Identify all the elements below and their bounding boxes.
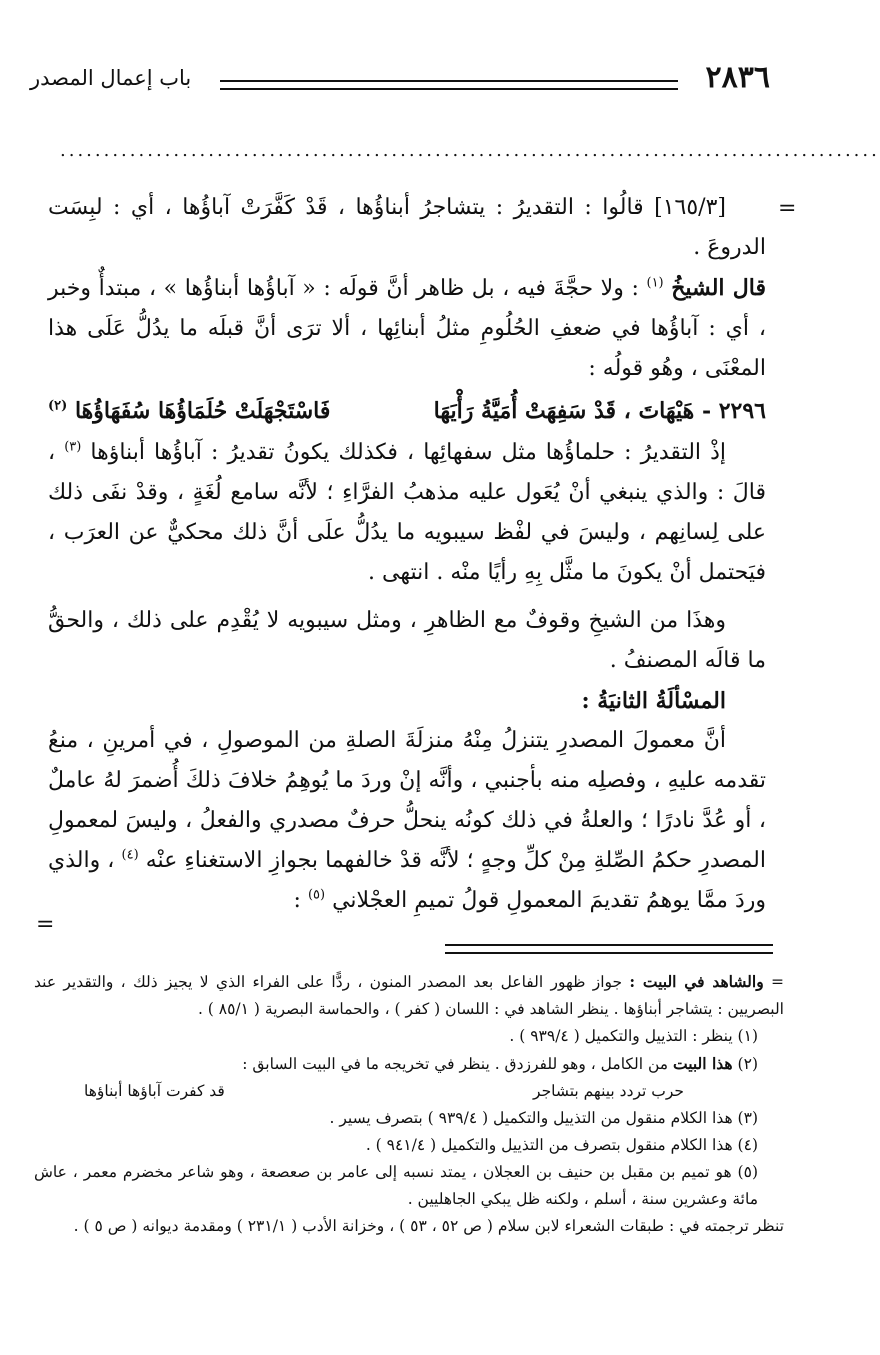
sheikh-label: قال الشيخُ: [671, 275, 766, 301]
footnote-3: (٣) هذا الكلام منقول من التذييل والتكميل ( ٩٣٩/٤ ) بتصرف يسير .: [329, 1109, 758, 1127]
header-double-rule: [220, 80, 678, 90]
dotted-separator: ..............................................................................................: [60, 140, 880, 161]
footnote-ref: (٢): [48, 398, 68, 414]
footnote-ref: (٤): [121, 847, 139, 863]
paragraph-3: إذْ التقديرُ : حلماؤُها مثل سفهائِها ، فكذلك يكونُ تقديرُ : آباؤُها أبناؤها $^{(٣)}$ ، قالَ : والذي ينبغي أنْ يُعَول عليه مذهبُ الفرَّاءِ ؛ لأنَّه سامع لُغَةٍ ، وقدْ نفَى ذلك على لِسانِهم ، وليسَ في لفْظ سيبويه ما يدُلُّ علَى أنَّ ذلك محكيٌّ عن العرَب ، فيَحتمل أنْ يكونَ ما مثَّل بِهِ رأيًا منْه . انتهى .: [48, 439, 766, 585]
paragraph-5: أنَّ معمولَ المصدرِ يتنزلُ مِنْهُ منزلَةَ الصلةِ من الموصولِ ، في أمرينِ ، منعُ تقدمه عليهِ ، وفصلِه منه بأجنبي ، وأنَّه إنْ وردَ ما يُوهِمُ خلافَ ذلكَ أُضمرَ لهُ عاملٌ ، أو عُدَّ نادرًا ؛ والعلةُ في ذلك كونُه ينحلُّ حرفٌ مصدري والفعلُ ، وليسَ لمعمولِ المصدرِ حكمُ الصِّلةِ مِنْ كلِّ وجهٍ ؛ لأنَّه قدْ خالفهما بجوازِ الاستغناءِ عنْه $^{(٤)}$ ، والذي وردَ ممَّا يوهمُ تقديمَ المعمولِ قولُ تميمِ العجْلاني $^{(٥)}$ :: [48, 728, 767, 913]
volume-page-ref: [١٦٥/٣]: [654, 195, 726, 220]
main-text: [48, 188, 766, 921]
continuation-mark-top: =: [778, 196, 797, 221]
footnote-ref: (٣): [64, 439, 82, 455]
footnote-5: (٥) هو تميم بن مقبل بن حنيف بن العجلان ، يمتد نسبه إلى عامر بن صعصعة ، وهو شاعر مخضرم معمر ، عاش مائة وعشرين سنة ، أسلم ، ولكنه ظل يبكي الجاهليين .: [34, 1163, 758, 1208]
verse-number: ٢٢٩٦ -: [701, 398, 766, 424]
verse-2296: [48, 391, 766, 431]
footnote-continuation: = والشاهد في البيت : جواز ظهور الفاعل بعد المصدر المنون ، ردًّا على الفراء الذي لا يجيز ذلك ، والتقدير عند البصريين : يتشاجر أبناؤها . ينظر الشاهد في : اللسان ( كفر ) ، والحماسة البصرية ( ٨٥/١ ) .: [34, 972, 784, 1018]
page-number: ٢٨٣٦: [705, 60, 770, 95]
section-heading: المسْألَةُ الثانيَةُ :: [581, 688, 726, 714]
footnote-ref: (٥): [307, 887, 326, 903]
footnote-separator: [445, 944, 773, 954]
paragraph-1: [١٦٥/٣] قالُوا : التقديرُ : يتشاجرُ أبناؤُها ، قَدْ كَفَّرَتْ آباؤُها ، أي : لبِسَت الدروعَ .: [48, 195, 766, 260]
verse-hemistich-2: قد كفرت آباؤها أبناؤها: [84, 1082, 225, 1100]
footnote-2: (٢) هذا البيت من الكامل ، وهو للفرزدق . ينظر في تخريجه ما في البيت السابق :: [242, 1054, 758, 1073]
paragraph-2: قال الشيخُ $^{(١)}$ : ولا حجَّةَ فيه ، بل ظاهر أنَّ قولَه : « آباؤُها أبناؤُها » ، مبتدأٌ وخبر ، أي : آباؤُها في ضعفِ الحُلُومِ مثلُ أبنائِها ، ألا ترَى أنَّ قبلَه ما يدُلُّ عَلَى هذا المعْنَى ، وهُو قولُه :: [48, 275, 766, 381]
footnote-5-references: تنظر ترجمته في : طبقات الشعراء لابن سلام ( ص ٥٢ ، ٥٣ ) ، وخزانة الأدب ( ٢٣١/١ ) ومقدمة ديوانه ( ص ٥ ) .: [73, 1217, 784, 1235]
verse-hemistich-2: فَاسْتَجْهَلَتْ حُلَمَاؤُهَا سُفَهَاؤُهَا: [74, 398, 331, 424]
footnote-ref: (١): [646, 275, 664, 291]
footnote-1: (١) ينظر : التذييل والتكميل ( ٩٣٩/٤ ) .: [509, 1027, 758, 1045]
continuation-mark-bottom: =: [36, 912, 55, 937]
chapter-title: باب إعمال المصدر: [30, 66, 192, 90]
paragraph-4: وهذَا من الشيخِ وقوفٌ مع الظاهرِ ، ومثل سيبويه لا يُقْدِم على ذلك ، والحقُّ ما قالَه المصنفُ .: [48, 608, 766, 673]
verse-hemistich-1: حرب تردد بينهم بتشاجر: [533, 1082, 684, 1100]
footnotes: [34, 968, 784, 1240]
footnote-2-verse: [34, 1078, 784, 1105]
footnote-4: (٤) هذا الكلام منقول بتصرف من التذييل والتكميل ( ٩٤١/٤ ) .: [365, 1136, 758, 1154]
page-header: [30, 60, 770, 106]
verse-hemistich-1: هَيْهَاتَ ، قَدْ سَفِهَتْ أُمَيَّةُ رَأْيَهَا: [433, 398, 695, 424]
